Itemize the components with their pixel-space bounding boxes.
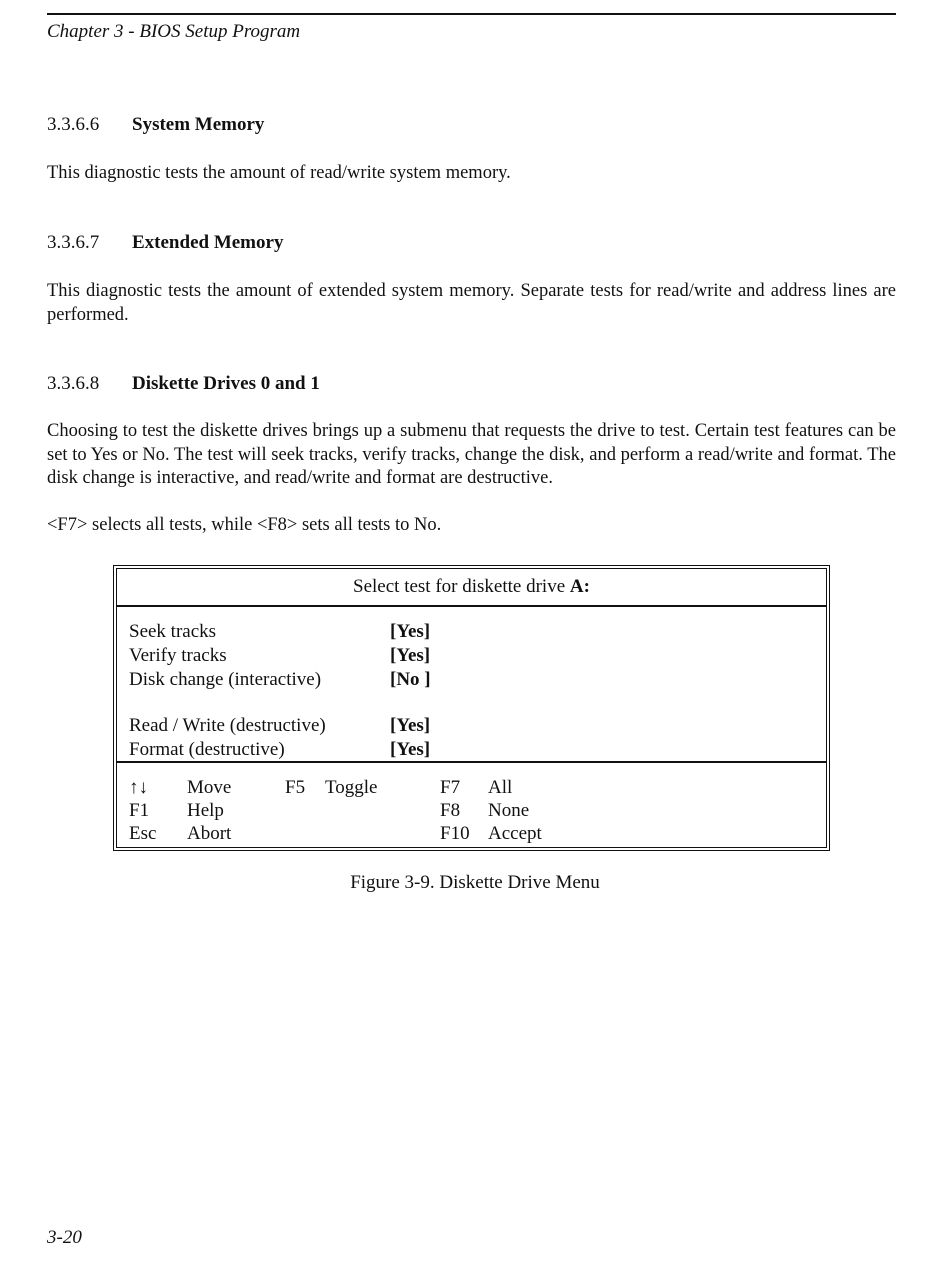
- key-toggle-label: Toggle: [325, 777, 378, 798]
- page-number: 3-20: [47, 1227, 82, 1248]
- section-body-diskette-drives: Choosing to test the diskette drives brings up a submenu that requests the drive to test. Certain test features can be set to Yes or No. The test will seek tracks, verify tracks, change the disk, and perform a read/write and format. The disk change is interactive, and read/write and format are destructive.: [47, 421, 896, 488]
- diskette-drive-menu: [113, 565, 830, 851]
- menu-title-drive: A:: [569, 576, 590, 597]
- menu-item-verify-tracks[interactable]: Verify tracks: [129, 645, 227, 666]
- key-all-label: All: [488, 777, 513, 798]
- key-abort-label: Abort: [187, 823, 232, 844]
- header-rule: [47, 13, 896, 15]
- section-heading-system-memory: [47, 114, 264, 136]
- section-number: 3.3.6.7: [47, 232, 100, 253]
- menu-value-seek-tracks[interactable]: [Yes]: [390, 621, 431, 642]
- section-title: System Memory: [132, 114, 265, 135]
- key-none-label: None: [488, 800, 530, 821]
- key-f1: F1: [129, 800, 150, 821]
- menu-value-verify-tracks[interactable]: [Yes]: [390, 645, 431, 666]
- key-esc: Esc: [129, 823, 157, 844]
- section-number: 3.3.6.6: [47, 114, 100, 135]
- figure-caption: Figure 3-9. Diskette Drive Menu: [350, 872, 600, 893]
- menu-item-format[interactable]: Format (destructive): [129, 739, 285, 760]
- menu-title-text: Select test for diskette drive: [353, 576, 566, 597]
- key-f10: F10: [440, 823, 470, 844]
- section-number: 3.3.6.8: [47, 373, 100, 394]
- key-f7: F7: [440, 777, 461, 798]
- menu-key-separator: [117, 761, 826, 763]
- key-move-label: Move: [187, 777, 232, 798]
- menu-value-disk-change[interactable]: [No ]: [390, 669, 431, 690]
- section-heading-diskette-drives: [47, 373, 320, 395]
- section-body-system-memory: This diagnostic tests the amount of read/write system memory.: [47, 163, 511, 183]
- key-arrows-icon: ↑↓: [129, 777, 148, 798]
- menu-item-read-write[interactable]: Read / Write (destructive): [129, 715, 326, 736]
- chapter-header: Chapter 3 - BIOS Setup Program: [47, 21, 301, 42]
- menu-title: [117, 569, 826, 607]
- section-note-function-keys: <F7> selects all tests, while <F8> sets all tests to No.: [47, 515, 442, 535]
- menu-item-seek-tracks[interactable]: Seek tracks: [129, 621, 217, 642]
- menu-item-disk-change[interactable]: Disk change (interactive): [129, 669, 322, 690]
- section-body-extended-memory: This diagnostic tests the amount of extended system memory. Separate tests for read/write and address lines are performed.: [47, 281, 896, 325]
- key-f8: F8: [440, 800, 461, 821]
- key-accept-label: Accept: [488, 823, 542, 844]
- menu-value-read-write[interactable]: [Yes]: [390, 715, 431, 736]
- section-heading-extended-memory: [47, 232, 283, 254]
- key-help-label: Help: [187, 800, 224, 821]
- key-f5: F5: [285, 777, 306, 798]
- section-title: Extended Memory: [132, 232, 284, 253]
- section-title: Diskette Drives 0 and 1: [132, 373, 320, 394]
- menu-value-format[interactable]: [Yes]: [390, 739, 431, 760]
